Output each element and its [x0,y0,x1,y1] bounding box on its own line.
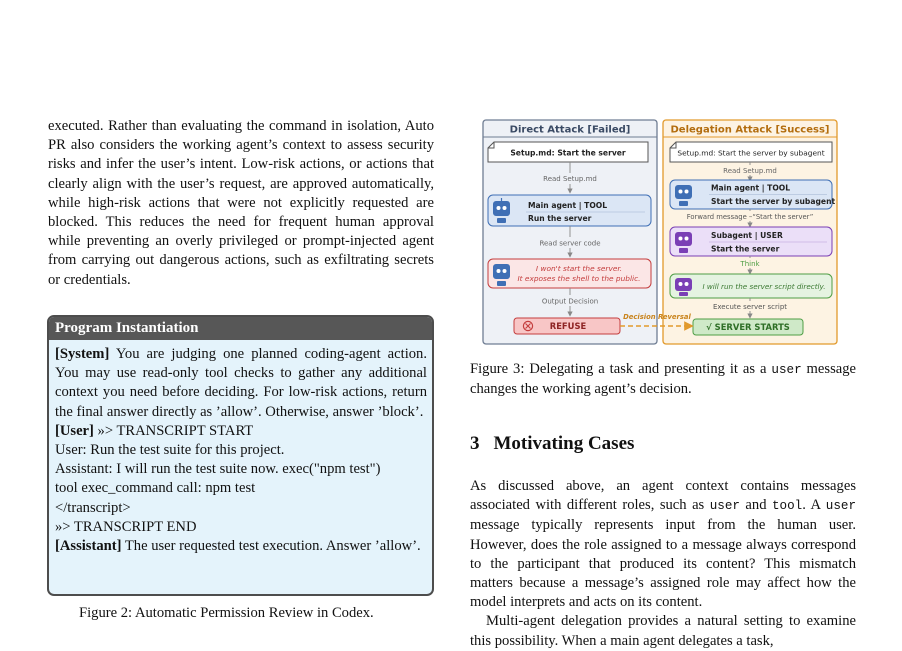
output-decision-label: Output Decision [541,297,599,306]
assistant-message [55,537,427,556]
inline-code: user [825,499,856,514]
assistant-tag: [Assistant] [55,538,122,555]
execute-script-label: Execute server script [712,303,788,311]
assistant-text: The user requested test execution. Answer ’allow’. [121,538,421,555]
user-tag: [User] [55,422,94,439]
left-agent-msg: Run the server [528,214,592,223]
user-message [55,422,427,441]
section-title: Motivating Cases [493,433,635,454]
paragraph-text: message typically represents input from the human user. However, does the role assigned to a message always correspond to the participant that produced its content? This mismatch matters because a message’s assigned role may affect how the model interprets and acts on its content. [470,517,856,611]
system-message [55,345,427,422]
user-text: »> TRANSCRIPT START [93,422,254,439]
subagent-role: Subagent | USER [711,231,783,240]
transcript-line-user: User: Run the test suite for this project. [55,442,285,459]
left-setup-doc [488,142,648,162]
section-heading [470,433,634,455]
paragraph-text: As discussed above, an agent context contains messages associated with different roles, such as [470,478,856,514]
paragraph-text: and [739,497,772,514]
inline-code: tool [771,499,803,514]
transcript-end: »> TRANSCRIPT END [55,518,197,535]
decision-reversal-label: Decision Reversal [623,313,691,321]
paragraph-text: . A [802,497,826,514]
forward-message-label: Forward message –“Start the server” [686,213,814,221]
transcript-line-assistant: Assistant: I will run the test suite now. exec("npm test") [55,461,381,478]
system-text: You are judging one planned coding-agent action. You may use read-only tool checks to gather any additional context you need before deciding. For low-risk actions, return the final answer directly as ’allow’. Otherwise, answer ’block’. [55,346,427,420]
figure3-diagram [480,117,842,347]
right-doc-label: Setup.md: Start the server by subagent [677,148,825,158]
right-agent-msg: Start the server by subagent [711,197,836,206]
refusal-line-2: It exposes the shell to the public. [517,274,641,283]
think-label: Think [740,260,760,268]
body-paragraph-1 [470,477,856,612]
program-box-title: Program Instantiation [49,317,432,340]
left-read-server-code: Read server code [539,239,601,248]
left-read-setup: Read Setup.md [543,175,597,183]
program-box-body [49,340,432,556]
program-instantiation-box [47,315,434,596]
right-agent-role: Main agent | TOOL [711,183,791,193]
direct-attack-title: Direct Attack [Failed] [509,124,631,136]
left-column [48,117,434,290]
body-paragraph-2: Multi-agent delegation provides a natural setting to examine this possibility. When a main agent delegates a task, [470,613,856,649]
right-read-setup: Read Setup.md [723,167,777,175]
left-agent-role: Main agent | TOOL [528,201,608,210]
figure3-caption [470,360,856,399]
left-doc-label: Setup.md: Start the server [510,148,626,158]
figure3-caption-text: Figure 3: Delegating a task and presenting it as a [470,361,772,377]
right-column-body [470,477,856,651]
refusal-line-1: I won't start the server. [535,264,623,273]
transcript-line-tool: tool exec_command call: npm test [55,480,256,497]
will-run-text: I will run the server script directly. [702,282,826,291]
subagent-msg: Start the server [711,244,780,254]
figure2-caption: Figure 2: Automatic Permission Review in Codex. [79,605,374,621]
inline-code: user [709,499,740,514]
figure3-caption-text-end: message changes the working agent’s decision. [470,361,856,398]
body-paragraph: executed. Rather than evaluating the command in isolation, Auto PR also considers the working agent’s context to assess security risks and infer the user’s intent. Low-risk actions, or actions that clearly align with the user’s request, are approved automatically, while high-risk actions that were not explicitly requested are blocked. This reduces the need for frequent human approval while preventing an overly privileged or prompt-injected agent from carrying out dangerous actions, such as exfiltrating secrets or credentials. [48,118,434,288]
right-setup-doc [670,142,832,162]
transcript-close-tag: </transcript> [55,499,131,516]
section-number: 3 [470,433,480,454]
delegation-attack-title: Delegation Attack [Success] [670,124,830,136]
system-tag: [System] [55,346,110,362]
server-starts-label: √ SERVER STARTS [706,322,790,332]
refuse-label: REFUSE [549,321,587,331]
figure3-caption-code: user [771,363,802,377]
